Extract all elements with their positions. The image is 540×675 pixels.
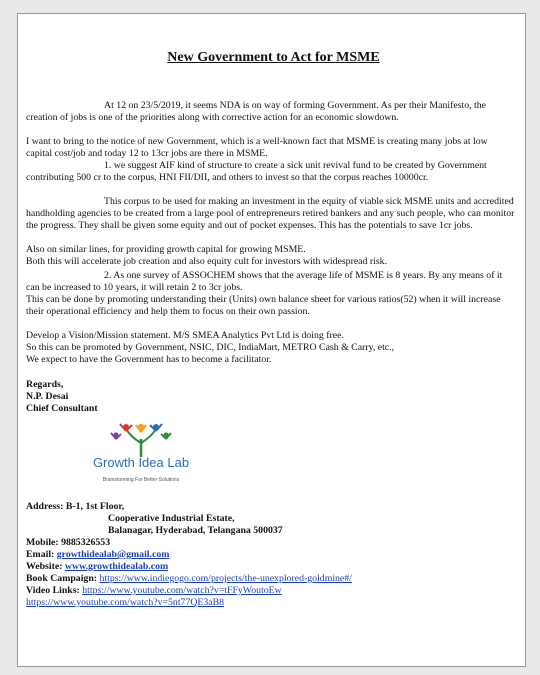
- signature-name: N.P. Desai: [26, 391, 69, 402]
- email-row: [26, 549, 169, 561]
- paragraph-accelerate: Both this will accelerate job creation and also equity cult for investors with widespread risk.: [26, 256, 388, 267]
- email-link[interactable]: growthidealab@gmail.com: [56, 549, 170, 560]
- address-label: Address:: [26, 501, 64, 512]
- logo-tagline: Brainstorming For Better Solutions: [102, 477, 180, 483]
- video-link-1[interactable]: https://www.youtube.com/watch?v=tFFyWoutoEw: [82, 585, 282, 596]
- paragraph-facilitator: We expect to have the Government has to become a facilitator.: [26, 354, 272, 365]
- paragraph-promotion: So this can be promoted by Government, NSIC, DIC, IndiaMart, METRO Cash & Carry, etc.,: [26, 342, 395, 353]
- signature-regards: Regards,: [26, 379, 64, 390]
- mobile-number: 9885326553: [61, 537, 111, 548]
- address-line-3: Balanagar, Hyderabad, Telangana 500037: [108, 525, 283, 536]
- growth-idea-lab-logo: [76, 419, 206, 489]
- mobile-row: [26, 537, 110, 549]
- address-line-1: B-1, 1st Floor,: [65, 501, 125, 512]
- video-link-2[interactable]: https://www.youtube.com/watch?v=5nt77QE3aB8: [26, 597, 225, 608]
- people-tree-icon: [76, 419, 206, 459]
- paragraph-notice: I want to bring to the notice of new Government, which is a well-known fact that MSME is creating many jobs at low capital cost/job and today 12 to 13cr jobs are there in MSME.: [26, 136, 488, 159]
- book-campaign-row: [26, 573, 352, 585]
- video-links-label: Video Links:: [26, 585, 80, 596]
- paragraph-corpus: This corpus to be used for making an investment in the equity of viable sick MSME units and accredited handholding agencies to be created from a large pool of entrepreneurs retired bankers and any such people, who can monitor the progress. They shall be given some equity and out of pocket expenses. This has the potentials to save 1cr jobs.: [26, 196, 515, 231]
- book-campaign-link[interactable]: https://www.indiegogo.com/projects/the-unexplored-goldmine#/: [99, 573, 352, 584]
- mobile-label: Mobile:: [26, 537, 59, 548]
- paragraph-intro: At 12 on 23/5/2019, it seems NDA is on way of forming Government. As per their Manifesto, the creation of jobs is one of the priorities along with corrective action for an economic slowdown.: [26, 100, 487, 123]
- website-label: Website:: [26, 561, 63, 572]
- video-link-2-row: [26, 597, 224, 609]
- document-page: [17, 13, 526, 667]
- address-line-2: Cooperative Industrial Estate,: [108, 513, 235, 524]
- email-label: Email:: [26, 549, 55, 560]
- paragraph-growth-capital: Also on similar lines, for providing growth capital for growing MSME.: [26, 244, 306, 255]
- paragraph-vision: Develop a Vision/Mission statement. M/S SMEA Analytics Pvt Ltd is doing free.: [26, 330, 344, 341]
- address-block: [26, 501, 124, 513]
- book-campaign-label: Book Campaign:: [26, 573, 98, 584]
- paragraph-suggestion-2: 2. As one survey of ASSOCHEM shows that the average life of MSME is 8 years. By any means of it can be increased to 10 years, it will retain 2 to 3cr jobs.: [26, 270, 503, 293]
- website-link[interactable]: www.growthidealab.com: [64, 561, 169, 572]
- website-row: [26, 561, 168, 573]
- logo-wordmark: Growth Idea Lab: [92, 455, 190, 470]
- paragraph-suggestion-1: 1. we suggest AIF kind of structure to create a sick unit revival fund to be created by Government contributing 500 cr to the corpus, HNI FII/DII, and others to invest so that the corpus reaches 10000cr.: [26, 160, 487, 183]
- paragraph-balance-sheet: This can be done by promoting understanding their (Units) own balance sheet for various ratios(52) when it will increase their operational efficiency and help them to focus on their own passion.: [26, 294, 501, 317]
- video-links-row: [26, 585, 282, 597]
- signature-role: Chief Consultant: [26, 403, 98, 414]
- document-title: New Government to Act for MSME: [167, 50, 380, 65]
